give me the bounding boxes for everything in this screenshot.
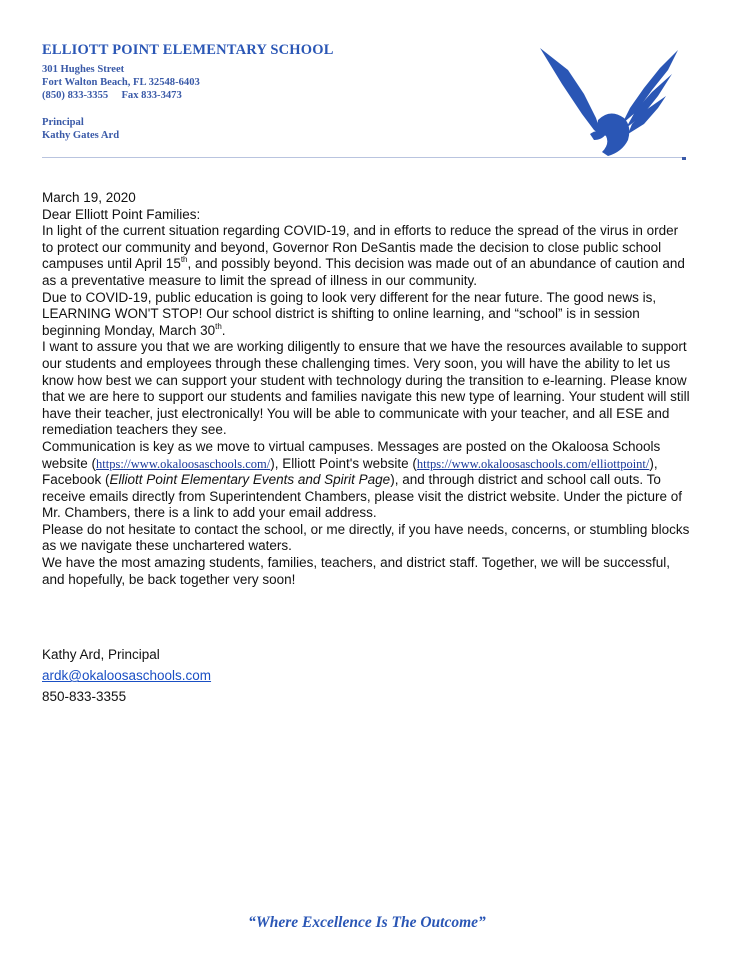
salutation: Dear Elliott Point Families:: [42, 206, 201, 222]
paragraph-2: Due to COVID-19, public education is going to look very different for the near future. The good news is, LEARNING WON'T STOP! Our school district is shifting to online learning, and “school” is in session beginning Monday, March 30th.: [42, 289, 657, 338]
signature-block: [42, 644, 692, 707]
facebook-page-name: Elliott Point Elementary Events and Spirit Page: [109, 472, 391, 488]
phone-fax: (850) 833-3355 Fax 833-3473: [42, 90, 182, 101]
principal-title: Principal: [42, 117, 84, 128]
letter-date: March 19, 2020: [42, 190, 136, 205]
eagle-logo-icon: [532, 48, 682, 160]
letter-body: [42, 190, 692, 707]
signature-email-link[interactable]: ardk@okaloosaschools.com: [42, 668, 212, 684]
signature-name: Kathy Ard, Principal: [42, 647, 160, 663]
street-address: 301 Hughes Street: [42, 64, 125, 75]
paragraph-4: Communication is key as we move to virtual campuses. Messages are posted on the Okaloosa Schools website (https://www.okaloosaschools.com/), Elliott Point's website (https://www.okaloosaschools.com/elliottpoint/), Facebook (Elliott Point Elementary Events and Spirit Page), and through district and school call outs. To receive emails directly from Superintendent Chambers, please visit the district website. Under the picture of Mr. Chambers, there is a link to add your email address.: [42, 438, 683, 521]
elliott-point-link[interactable]: https://www.okaloosaschools.com/elliottpoint/: [416, 456, 650, 471]
signature-phone: 850-833-3355: [42, 689, 127, 705]
okaloosa-schools-link[interactable]: https://www.okaloosaschools.com/: [96, 456, 271, 471]
paragraph-6: We have the most amazing students, families, teachers, and district staff. Together, we will be successful, and hopefully, be back together very soon!: [42, 555, 671, 587]
letterhead-divider: [42, 157, 686, 158]
divider-accent: [682, 157, 686, 160]
letterhead: [42, 42, 334, 142]
principal-block: [42, 116, 334, 142]
paragraph-5: Please do not hesitate to contact the school, or me directly, if you have needs, concerns, or stumbling blocks as we navigate these unchartered waters.: [42, 521, 690, 554]
principal-name: Kathy Gates Ard: [42, 130, 120, 141]
paragraph-3: I want to assure you that we are working diligently to ensure that we have the resources available to support our students and employees through these challenging times. Very soon, you will have the ability to let us know how best we can support your student with technology during the transition to e-learning. Please know that we are here to support our students and families navigate this new type of learning. Your student will still have their teacher, just electronically! You will be able to communicate with your teacher, and all ESE and remediation teachers they see.: [42, 339, 690, 438]
school-motto: “Where Excellence Is The Outcome”: [248, 914, 486, 931]
school-name: ELLIOTT POINT ELEMENTARY SCHOOL: [42, 42, 334, 58]
city-address: Fort Walton Beach, FL 32548-6403: [42, 77, 200, 88]
paragraph-1: In light of the current situation regarding COVID-19, and in efforts to reduce the spread of the virus in order to protect our community and beyond, Governor Ron DeSantis made the decision to close public school campuses until April 15th, and possibly beyond. This decision was made out of an abundance of caution and as a preventative measure to limit the spread of illness in our community.: [42, 223, 685, 288]
